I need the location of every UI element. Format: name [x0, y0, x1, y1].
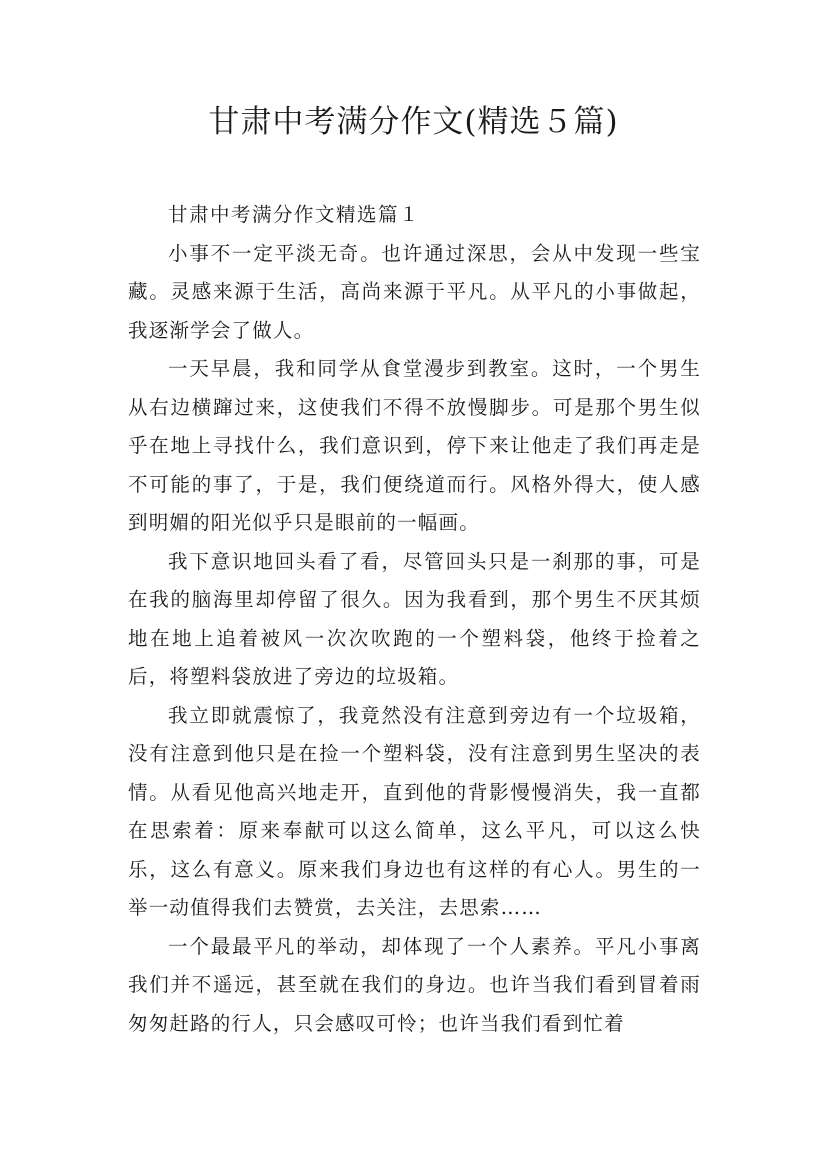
document-title: 甘肃中考满分作文(精选５篇): [208, 104, 619, 140]
document-body: [128, 196, 701, 1043]
paragraph: 我立即就震惊了，我竟然没有注意到旁边有一个垃圾箱，没有注意到他只是在捡一个塑料袋，没有注意到男生坚决的表情。从看见他高兴地走开，直到他的背影慢慢消失，我一直都在思索着：原来奉献可以这么简单，这么平凡，可以这么快乐，这么有意义。原来我们身边也有这样的有心人。男生的一举一动值得我们去赞赏，去关注，去思索……: [128, 703, 701, 919]
paragraph: 一个最最平凡的举动，却体现了一个人素养。平凡小事离我们并不遥远，甚至就在我们的身边。也许当我们看到冒着雨匆匆赶路的行人，只会感叹可怜；也许当我们看到忙着: [128, 934, 701, 1035]
paragraph: 一天早晨，我和同学从食堂漫步到教室。这时，一个男生从右边横蹿过来，这使我们不得不放慢脚步。可是那个男生似乎在地上寻找什么，我们意识到，停下来让他走了我们再走是不可能的事了，于是，我们便绕道而行。风格外得大，使人感到明媚的阳光似乎只是眼前的一幅画。: [128, 357, 701, 534]
section-heading: 甘肃中考满分作文精选篇１: [168, 203, 421, 226]
paragraph: 小事不一定平淡无奇。也许通过深思，会从中发现一些宝藏。灵感来源于生活，高尚来源于平凡。从平凡的小事做起，我逐渐学会了做人。: [128, 241, 701, 342]
paragraph: 我下意识地回头看了看，尽管回头只是一刹那的事，可是在我的脑海里却停留了很久。因为我看到，那个男生不厌其烦地在地上追着被风一次次吹跑的一个塑料袋，他终于捡着之后，将塑料袋放进了旁边的垃圾箱。: [128, 549, 701, 688]
